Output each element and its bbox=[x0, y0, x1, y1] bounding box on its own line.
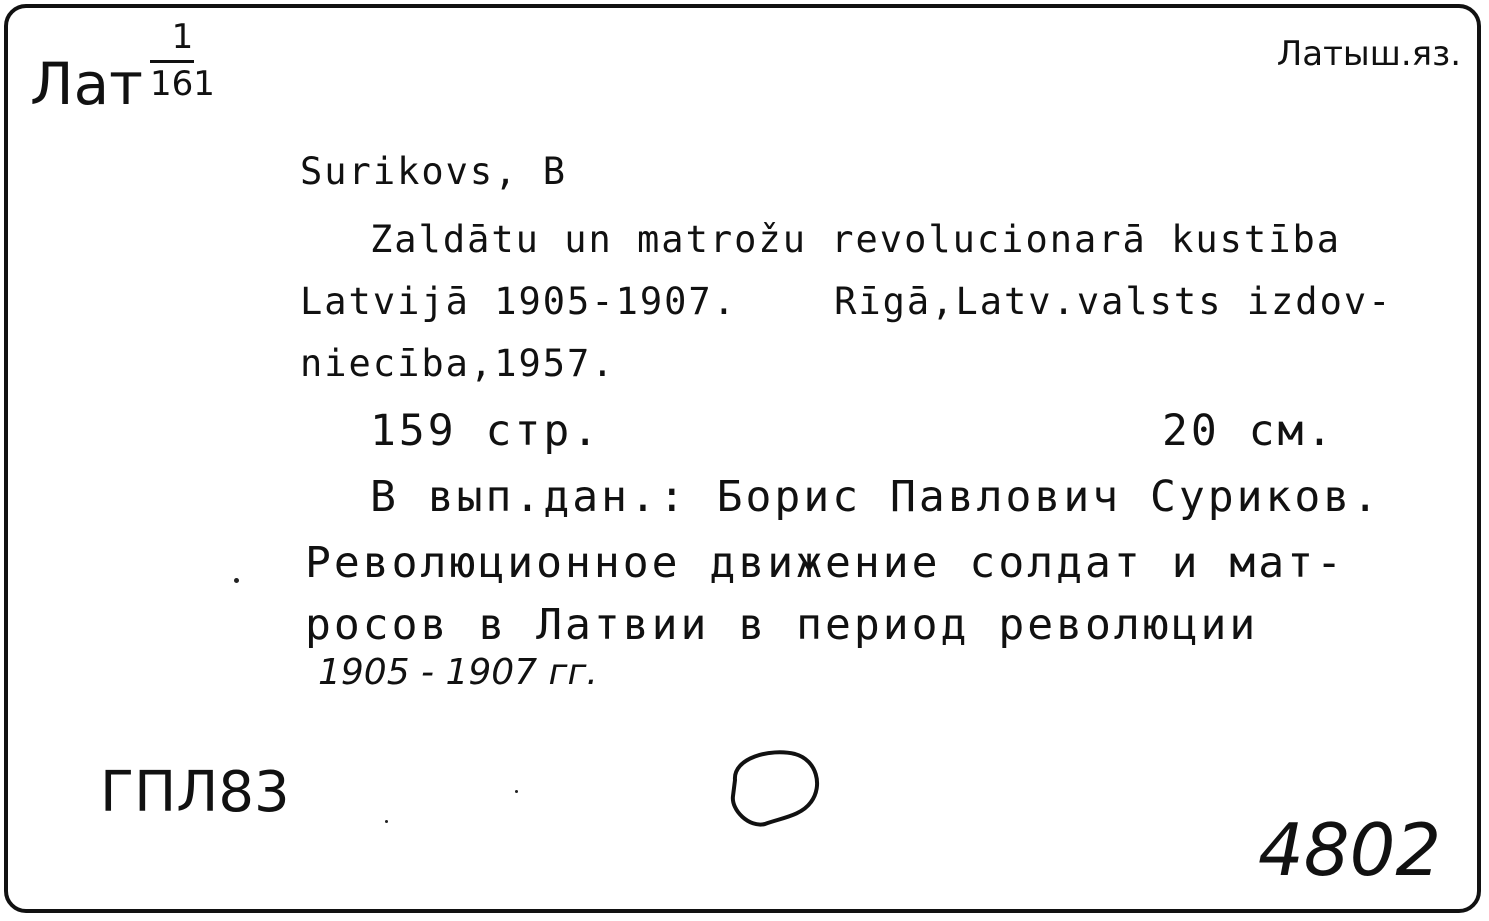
stamp-mark bbox=[715, 740, 825, 830]
author-heading: Surikovs, B bbox=[300, 150, 568, 193]
language-note: Латыш.яз. bbox=[1276, 34, 1461, 74]
title-line-2: Latvijā 1905-1907. Rīgā,Latv.valsts izdov- bbox=[300, 280, 1393, 323]
fraction-bar bbox=[150, 60, 194, 63]
shelf-mark-numerator: 1 bbox=[171, 17, 194, 57]
speck bbox=[385, 820, 388, 823]
speck bbox=[515, 790, 518, 793]
title-line-1: Zaldātu un matrožu revolucionarā kustība bbox=[370, 218, 1342, 261]
accession-code: ГПЛ83 bbox=[100, 760, 290, 825]
inventory-number: 4802 bbox=[1258, 808, 1442, 892]
dimensions: 20 см. bbox=[1162, 406, 1336, 456]
note-line-2: Революционное движение солдат и мат- bbox=[305, 538, 1345, 588]
shelf-mark-fraction bbox=[150, 17, 215, 104]
note-line-3: росов в Латвии в период революции bbox=[305, 600, 1259, 650]
shelf-mark-denominator: 161 bbox=[150, 64, 215, 104]
speck bbox=[234, 578, 239, 583]
title-line-3: niecība,1957. bbox=[300, 342, 616, 385]
pagination: 159 стр. bbox=[370, 406, 602, 456]
note-line-1: В вып.дан.: Борис Павлович Суриков. bbox=[370, 472, 1382, 522]
shelf-mark-prefix: Лат bbox=[30, 50, 143, 118]
note-line-4-handwritten: 1905 - 1907 гг. bbox=[318, 652, 598, 693]
